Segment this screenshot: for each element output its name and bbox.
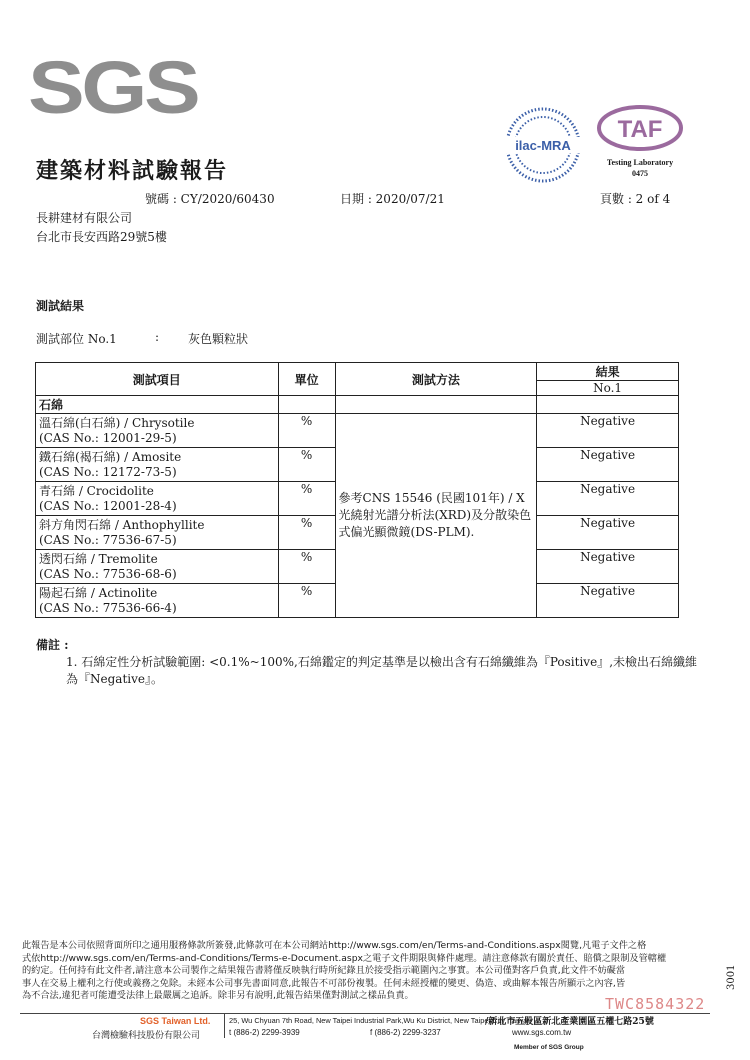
header-sample-no: No.1 xyxy=(537,381,679,396)
company-name-en: SGS Taiwan Ltd. xyxy=(140,1016,211,1026)
lab-number: 0475 xyxy=(632,169,648,178)
group-label: 石綿 xyxy=(36,396,279,414)
disclaimer-line: 事人在交易上權利之行使或義務之免除。未經本公司事先書面同意,此報告不可部份複製。任何未經授權的變更、偽造、或曲解本報告所顯示之內容,皆 xyxy=(22,977,626,989)
side-number: 3001 xyxy=(726,964,737,990)
note-item-1: 1. 石綿定性分析試驗範圍: <0.1%~100%,石綿鑑定的判定基準是以檢出含有石綿纖維為『Positive』,未檢出石綿纖維為『Negative』。 xyxy=(66,655,698,686)
certificate-number: TWC8584322 xyxy=(605,995,706,1013)
header-method: 測試方法 xyxy=(335,363,537,396)
telephone: t (886-2) 2299-3939 xyxy=(229,1028,300,1037)
member-label: Member of SGS Group xyxy=(514,1044,584,1051)
page-number: 頁數 : 2 of 4 xyxy=(600,192,671,206)
taf-caption xyxy=(596,157,684,179)
item-cas: (CAS No.: 77536-66-4) xyxy=(39,601,177,615)
item-unit: % xyxy=(278,414,335,448)
test-method: 參考CNS 15546 (民國101年) / X光繞射光譜分析法(XRD)及分散染色式偏光顯微鏡(DS-PLM). xyxy=(335,414,537,618)
client-address: 台北市長安西路29號5樓 xyxy=(36,230,167,244)
item-unit: % xyxy=(278,516,335,550)
item-name: 青石綿 / Crocidolite xyxy=(39,484,154,498)
report-number: 號碼 : CY/2020/60430 xyxy=(145,192,275,206)
ilac-label: ilac-MRA xyxy=(515,138,571,153)
item-cas: (CAS No.: 12001-28-4) xyxy=(39,499,177,513)
section-title: 測試結果 xyxy=(36,299,85,313)
disclaimer-line: 式依http://www.sgs.com/en/Terms-and-Conditions/Terms-e-Document.aspx之電子文件期限與條件處理。請注意條款有關於責任、賠償之限制及管轄權 xyxy=(22,952,667,964)
table-row xyxy=(36,414,679,448)
item-cas: (CAS No.: 12172-73-5) xyxy=(39,465,177,479)
item-name: 陽起石綿 / Actinolite xyxy=(39,586,158,600)
item-name: 鐵石綿(褐石綿) / Amosite xyxy=(39,450,182,464)
test-part-sep: : xyxy=(155,330,160,344)
report-date: 日期 : 2020/07/21 xyxy=(340,192,445,206)
item-cas: (CAS No.: 12001-29-5) xyxy=(39,431,177,445)
item-cas: (CAS No.: 77536-68-6) xyxy=(39,567,177,581)
item-name: 斜方角閃石綿 / Anthophyllite xyxy=(39,518,205,532)
website-link: www.sgs.com.tw xyxy=(512,1028,572,1037)
item-result: Negative xyxy=(537,414,679,448)
item-unit: % xyxy=(278,448,335,482)
item-unit: % xyxy=(278,584,335,618)
taf-logo xyxy=(596,104,684,152)
disclaimer xyxy=(22,940,712,1003)
item-result: Negative xyxy=(537,584,679,618)
disclaimer-line: 的約定。任何持有此文件者,請注意本公司製作之結果報告書將僅反映執行時所紀錄且於接受指示範圍內之事實。本公司僅對客戶負責,此文件不妨礙當 xyxy=(22,965,626,976)
company-name-zh: 台灣檢驗科技股份有限公司 xyxy=(92,1031,201,1041)
header-unit: 單位 xyxy=(278,363,335,396)
footer-separator xyxy=(224,1014,225,1038)
client-name: 長耕建材有限公司 xyxy=(36,211,133,225)
test-part-label: 測試部位 No.1 xyxy=(36,332,117,346)
item-name: 溫石綿(白石綿) / Chrysotile xyxy=(39,416,195,430)
company-address-zh: /新北市五股區新北產業園區五權七路25號 xyxy=(485,1017,654,1027)
company-address-en: 25, Wu Chyuan 7th Road, New Taipei Industrial Park,Wu Ku District, New Taipei City, Taiwan xyxy=(229,1016,532,1025)
header-result: 結果 xyxy=(537,363,679,381)
fax: f (886-2) 2299-3237 xyxy=(370,1028,441,1037)
item-name: 透閃石綿 / Tremolite xyxy=(39,552,158,566)
results-table xyxy=(35,362,679,618)
item-result: Negative xyxy=(537,516,679,550)
item-result: Negative xyxy=(537,550,679,584)
disclaimer-line: 為不合法,違犯者可能遭受法律上最嚴厲之追訴。除非另有說明,此報告結果僅對測試之樣品負責。 xyxy=(22,990,414,1001)
testing-lab-label: Testing Laboratory xyxy=(606,158,674,167)
report-title: 建築材料試驗報告 xyxy=(36,158,229,184)
ilac-mra-logo xyxy=(500,106,586,184)
item-result: Negative xyxy=(537,482,679,516)
item-unit: % xyxy=(278,550,335,584)
item-cas: (CAS No.: 77536-67-5) xyxy=(39,533,177,547)
sgs-logo: SGS xyxy=(28,46,198,129)
header-item: 測試項目 xyxy=(36,363,279,396)
item-result: Negative xyxy=(537,448,679,482)
taf-label: TAF xyxy=(617,116,663,143)
item-unit: % xyxy=(278,482,335,516)
test-part-value: 灰色顆粒狀 xyxy=(188,332,249,346)
disclaimer-line: 此報告是本公司依照背面所印之通用服務條款所簽發,此條款可在本公司網站http://www.sgs.com/en/Terms-and-Conditions.aspx閱覽,凡電子文件之格 xyxy=(22,940,647,951)
notes-title: 備註 : xyxy=(36,638,69,652)
